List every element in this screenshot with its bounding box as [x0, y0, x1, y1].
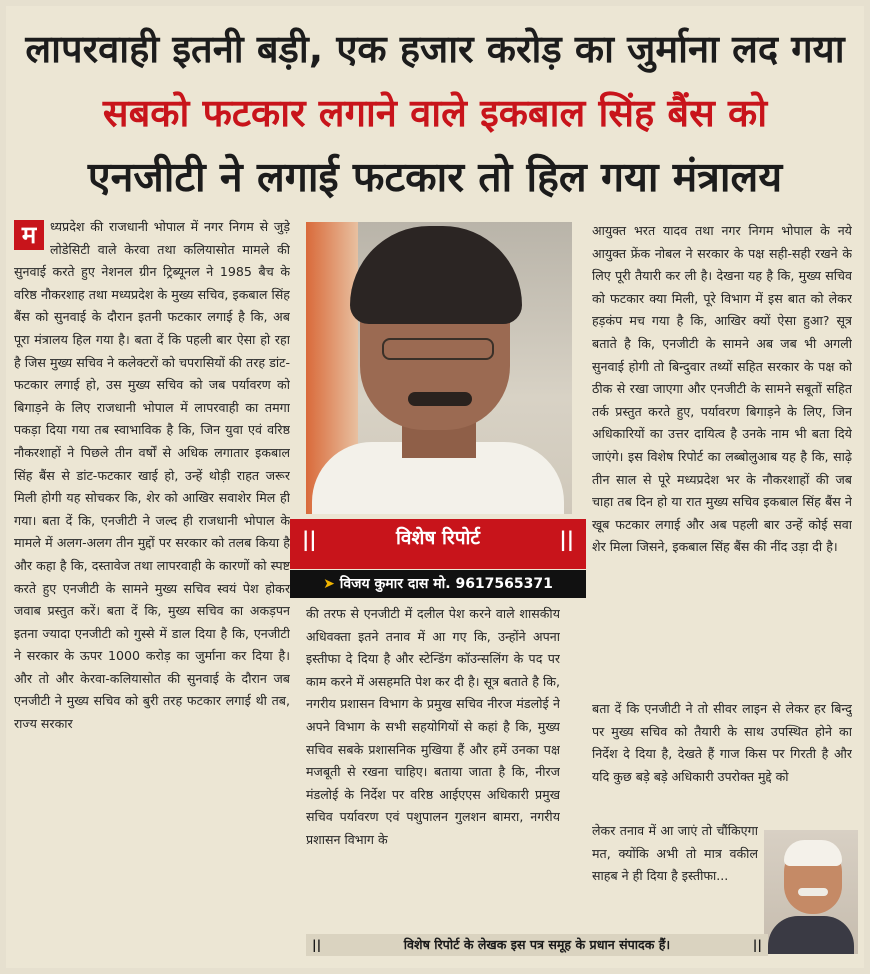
- author-byline: [290, 570, 586, 598]
- article-column-right-lower: बता दें कि एनजीटी ने तो सीवर लाइन से लेकर हर बिन्दु पर मुख्य सचिव को तैयारी के साथ उपस्थित होने का निर्देश दे दिया है, देखते हैं गाज किस पर गिरती है और यदि कुछ बड़े बड़े अधिकारी उपरोक्त मुद्दे को: [592, 701, 852, 784]
- portrait-hair: [784, 840, 842, 866]
- portrait-body: [768, 916, 854, 954]
- headline-line-1: लापरवाही इतनी बड़ी, एक हजार करोड़ का जुर्माना लद गया: [25, 27, 845, 71]
- special-report-title: विशेष रिपोर्ट: [396, 527, 480, 549]
- banner-bars-right: ||: [559, 527, 574, 551]
- headline-line-3: एनजीटी ने लगाई फटकार तो हिल गया मंत्रालय: [87, 153, 783, 201]
- photo-hair: [350, 226, 522, 324]
- note-bars-right: ||: [752, 937, 762, 952]
- author-note-strip: [306, 934, 768, 956]
- photo-glasses: [382, 338, 494, 360]
- drop-cap: म: [14, 220, 44, 250]
- article-column-middle: की तरफ से एनजीटी में दलील पेश करने वाले शासकीय अधिवक्ता इतने तनाव में आ गए कि, उन्होंने अपना इस्तीफा दे दिया है और स्टेन्डिंग कॉउन्सलिंग के पद पर काम करने में असहमति पेश कर दी है। सूत्र बताते है कि, नगरीय प्रशासन विभाग के प्रमुख सचिव नीरज मंडलोई ने अपने विभाग के सभी सहयोगियों से कहां है कि, मुख्य सचिव सबके प्रशासनिक मुखिया हैं और हमें उनका पक्ष मजबूती से रखना चाहिए। बताया जाता है कि, नीरज मंडलोई के निर्देश पर वरिष्ठ आईएएस अधिकारी प्रमुख सचिव पर्यावरण एवं पशुपालन गुलशन बामरा, नगरीय प्रशासन विभाग के: [306, 606, 560, 847]
- headline-line-2: सबको फटकार लगाने वाले इकबाल सिंह बैंस को: [102, 91, 768, 135]
- photo-mustache: [408, 392, 472, 406]
- banner-bars-left: ||: [302, 527, 317, 551]
- article-column-right: आयुक्त भरत यादव तथा नगर निगम भोपाल के नये आयुक्त फ्रेंक नोबल ने सरकार के पक्ष सही-सही रखने के लिए पूरी तैयारी कर ली है। देखना यह है कि, मुख्य सचिव को फटकार क्या मिली, पूरे विभाग में इस बात को लेकर हड़कंप मच गया है कि, आखिर क्यों ऐसा हुआ? सूत्र बताते है कि, एनजीटी के सामने अब जब भी अगली सुनवाई होगी तो बिन्दुवार तथ्यों सहित सरकार के पक्ष को ठीक से रखा जाएगा और एनजीटी के सामने सबूतों सहित तर्क प्रस्तुत करते हुए, पर्यावरण बिगाड़ने के लिए, जिन अधिकारियों का उत्तर दायित्व है उनके नाम भी बता दिये जाएंगे। इस विशेष रिपोर्ट का लब्बोलुआब यह है कि, साढ़े तीन साल से पूरे मध्यप्रदेश भर के नौकरशाहों की जब चाहा तब दिन हो या रात मुख्य सचिव इकबाल सिंह बैंस ने खूब फटकार लगाई और अब पहली बार उन्हें कोई सवा शेर मिला जिसने, इकबाल सिंह बैंस की नींद उड़ा दी है।: [592, 223, 852, 555]
- note-bars-left: ||: [312, 937, 322, 952]
- editor-portrait: [764, 830, 858, 954]
- portrait-mustache: [798, 888, 828, 896]
- author-name-phone: विजय कुमार दास मो. 9617565371: [339, 576, 553, 592]
- article-column-right-end: लेकर तनाव में आ जाएं तो चौंकिएगा मत, क्योंकि अभी तो मात्र वकील साहब ने ही दिया है इस्तीफा...: [592, 823, 758, 884]
- article-text-left: ध्यप्रदेश की राजधानी भोपाल में नगर निगम से जुड़े लोडेसिटी वाले केरवा तथा कलियासोत मामले की सुनवाई करते हुए नेशनल ग्रीन ट्रिब्यूनल ने 1985 बैच के वरिष्ठ नौकरशाह तथा मध्यप्रदेश के मुख्य सचिव, इकबाल सिंह बैंस को सुनवाई के दौरान इतनी फटकार लगाई है कि, अब पूरा मंत्रालय हिल गया है। बता दें कि पहली बार ऐसा हो रहा है जिस मुख्य सचिव ने कलेक्टरों को चपरासियों की तरह डांट-फटकार लगाई हो, उस मुख्य सचिव को जब पर्यावरण को बिगाड़ने के लिए राजधानी भोपाल में लापरवाही का तमगा पकड़ा दिया गया तब स्वाभाविक है कि, जिन युवा एवं वरिष्ठ नौकरशाहों ने पिछले तीन वर्षों से अधिक लगातार इकबाल सिंह बैंस से डांट-फटकार खाई हो, उन्हें थोड़ी राहत जरूर मिली होगी यह सोचकर कि, शेर को आखिर सवाशेर मिल ही गया। बता दें कि, एनजीटी ने जल्द ही राजधानी भोपाल के मामले में अलग-अलग तीन मुद्दों पर सरकार को तलब किया है और कहा है कि, दस्तावेज तथा लापरवाही के कारणों को स्पष्ट करते हुए एनजीटी के सामने मुख्य सचिव स्वयं पेश होकर जवाब प्रस्तुत करें। बता दें कि, मुख्य सचिव का अकड़पन इतना ज्यादा एनजीटी को गुस्से में डाल दिया है कि, एनजीटी ने सरकार के ऊपर 1000 करोड़ का जुर्माना कर दिया है। और तो और केरवा-कलियासोत की सुनवाई के दौरान जब एनजीटी ने मुख्य सचिव को बुरी तरह फटकार लगाई थी तब, राज्य सरकार: [14, 219, 290, 732]
- official-photo: [306, 222, 572, 514]
- author-note-text: विशेष रिपोर्ट के लेखक इस पत्र समूह के प्रधान संपादक हैं।: [403, 937, 671, 952]
- arrow-icon: ➤: [323, 576, 335, 592]
- special-report-banner: [290, 519, 586, 569]
- article-column-left: [14, 216, 290, 952]
